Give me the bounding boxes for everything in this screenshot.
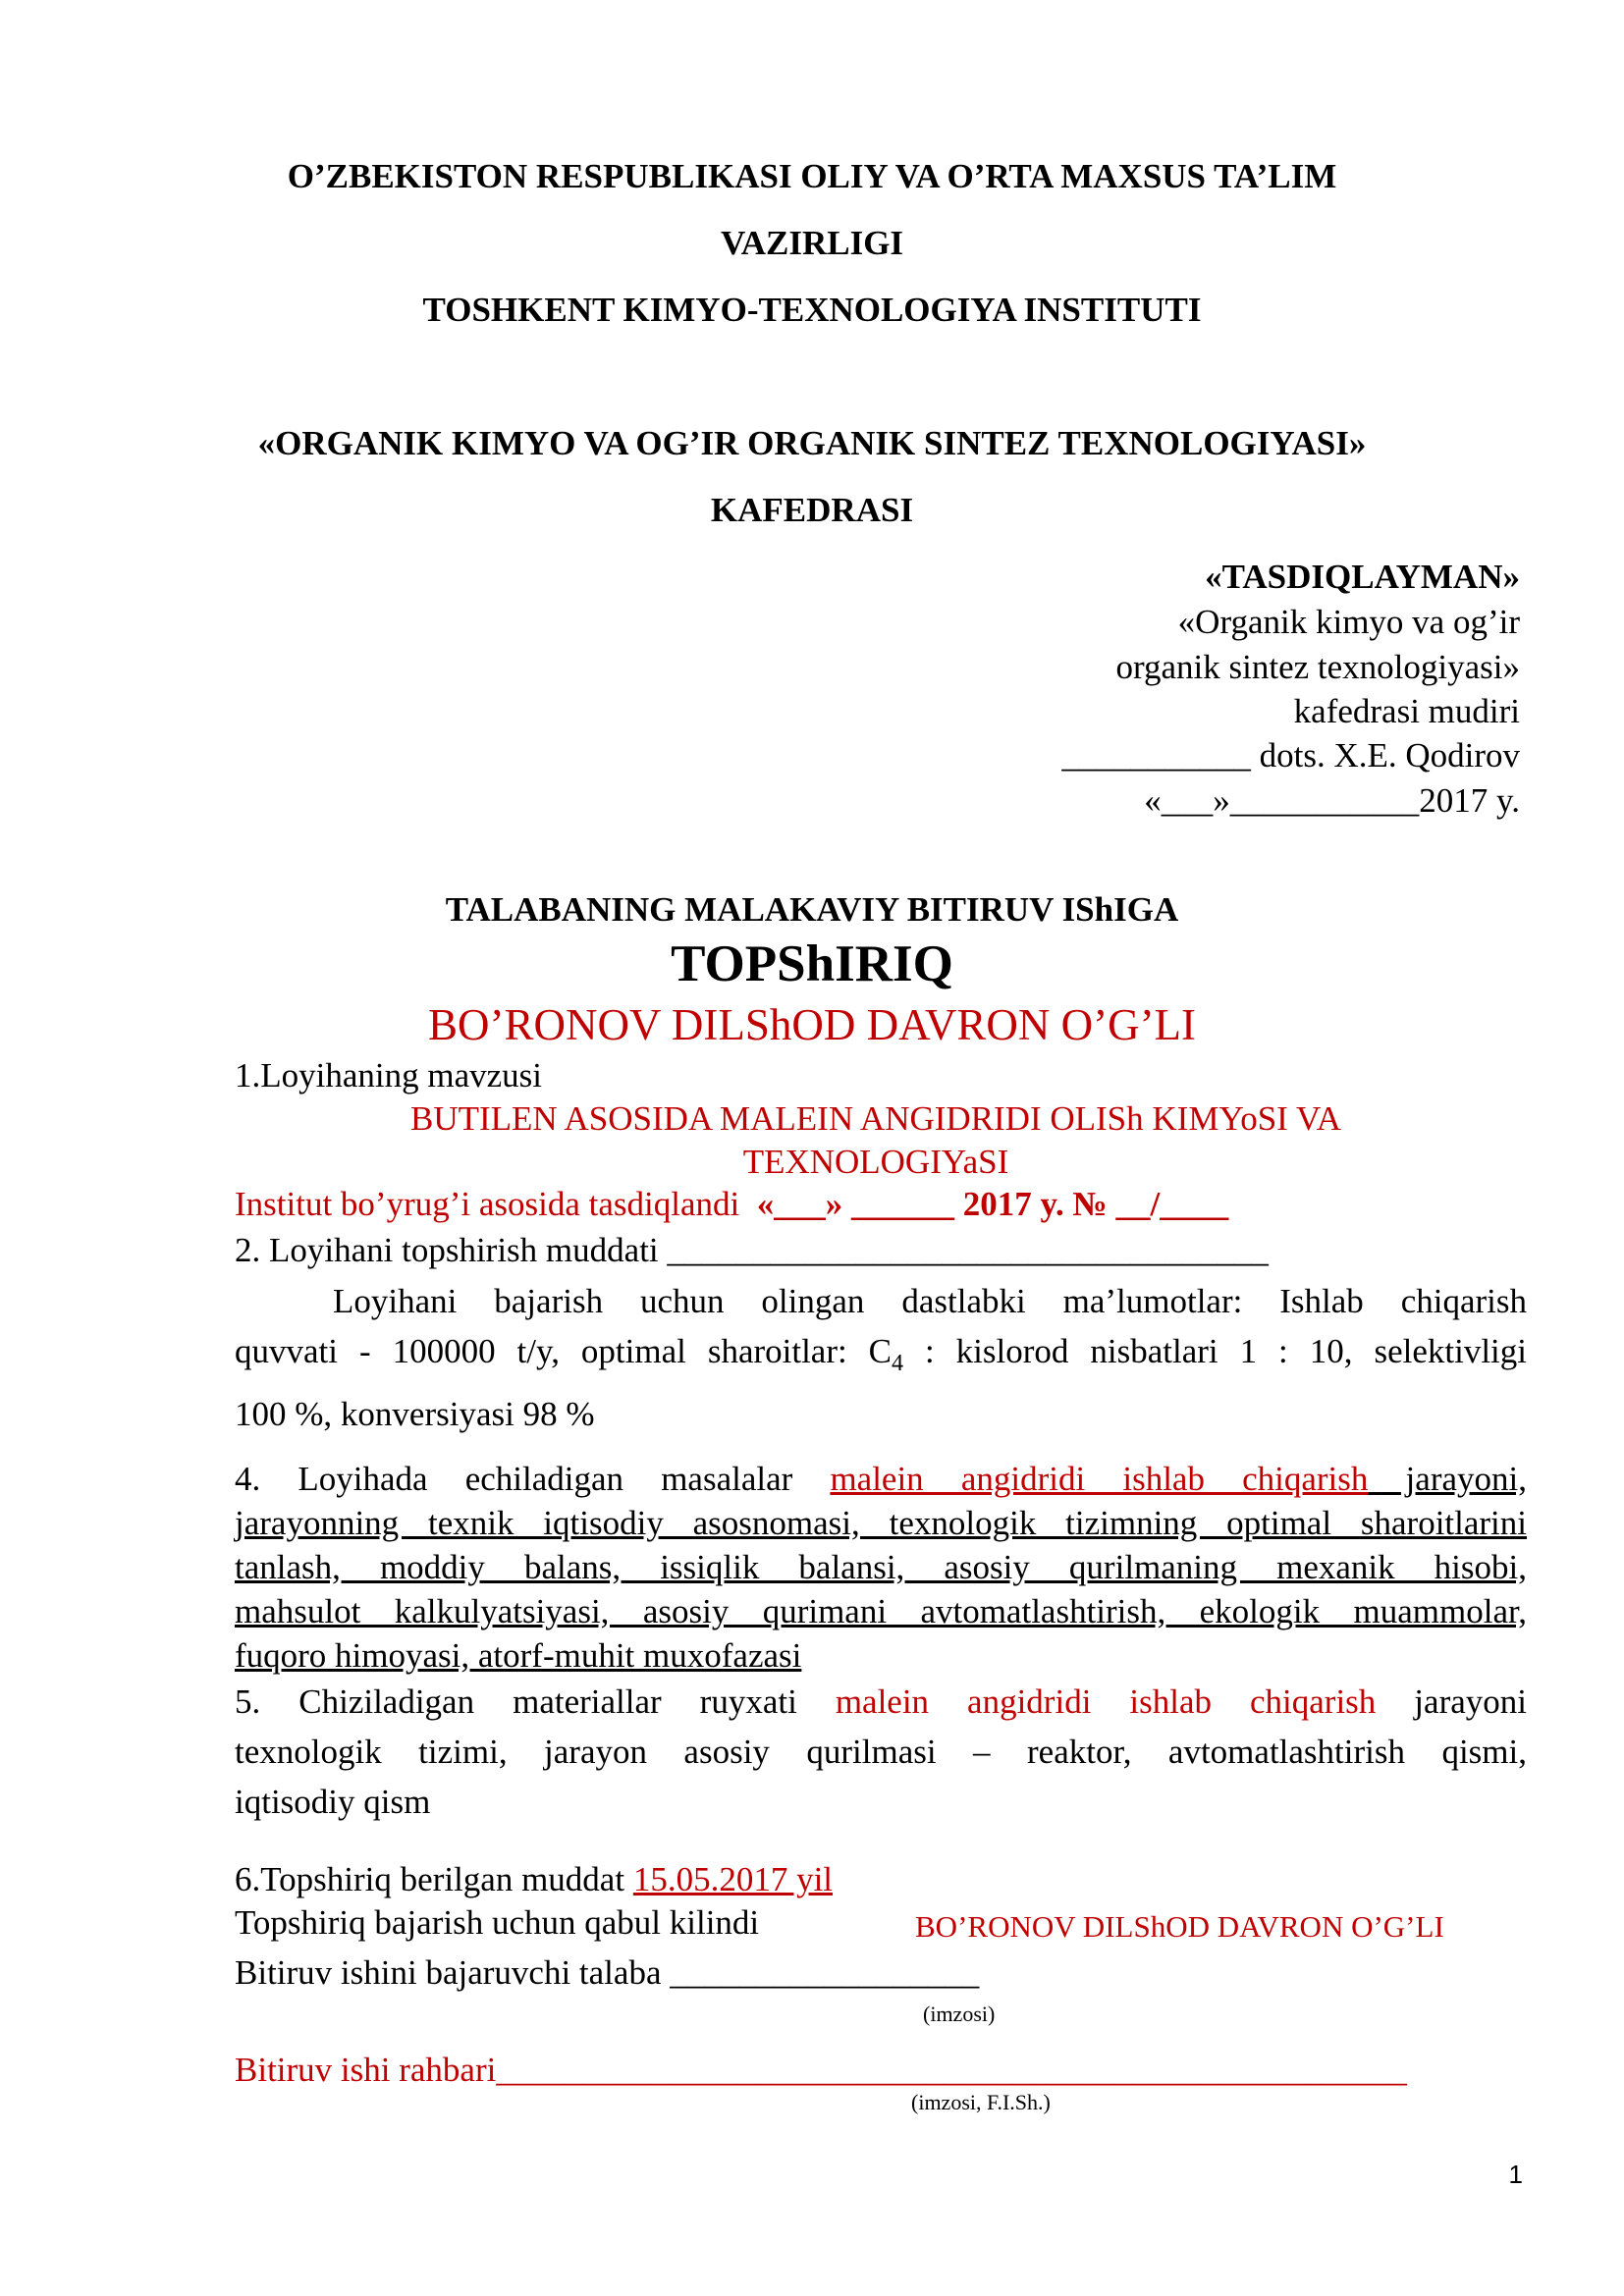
student-name: BO’RONOV DILShOD DAVRON O’G’LI xyxy=(427,1000,1197,1049)
approval-date-line: «___»___________2017 y. xyxy=(1144,781,1520,820)
materials-line-2: texnologik tizimi, jarayon asosiy qurilmasi – reaktor, avtomatlashtirish qismi, xyxy=(235,1733,1527,1771)
project-topic-line-1: BUTILEN ASOSIDA MALEIN ANGIDRIDI OLISh KIMYoSI VA xyxy=(410,1099,1341,1138)
initial-data-line-2: quvvati - 100000 t/y, optimal sharoitlar: $C_4$ : kislorod nisbatlari 1 : 10, selektivligi xyxy=(235,1332,1527,1376)
section1-label: 1.Loyihaning mavzusi xyxy=(235,1056,543,1095)
supervisor-row xyxy=(235,2053,1407,2087)
document-title: TOPShIRIQ xyxy=(671,935,953,992)
tasks-paragraph xyxy=(235,1457,1527,1678)
student-signature-blank: __________________ xyxy=(670,1953,980,1992)
order-fields: «___» ______ 2017 y. № __/____ xyxy=(756,1185,1229,1223)
tasks-line-1: 4. Loyihada echiladigan masalalar malein angidridi ishlab chiqarish jarayoni, xyxy=(235,1460,1527,1498)
deadline-blank: ___________________________________ xyxy=(667,1231,1269,1269)
order-text: Institut bo’yrug’i asosida tasdiqlandi xyxy=(235,1185,740,1223)
supervisor-label: Bitiruv ishi rahbari xyxy=(235,2051,497,2089)
accepted-student-name: BO’RONOV DILShOD DAVRON O’G’LI xyxy=(915,1909,1444,1944)
tasks-line-4: mahsulot kalkulyatsiyasi, asosiy qurimani avtomatlashtirish, ekologik muammolar, xyxy=(235,1592,1527,1630)
submission-deadline xyxy=(235,1233,1269,1267)
assignment-heading: TALABANING MALAKAVIY BITIRUV IShIGA xyxy=(445,890,1179,929)
tasks-line-5: fuqoro himoyasi, atorf-muhit muxofazasi xyxy=(235,1636,802,1675)
page-number: 1 xyxy=(1508,2160,1523,2189)
approval-signature-line: ___________ dots. X.E. Qodirov xyxy=(1061,736,1520,774)
ministry-line-2: VAZIRLIGI xyxy=(720,224,904,262)
initial-data-paragraph xyxy=(235,1276,1527,1439)
approval-title: «TASDIQLAYMAN» xyxy=(1205,558,1520,596)
approval-line-1: «Organik kimyo va og’ir xyxy=(1177,603,1520,641)
institute-order xyxy=(235,1187,1228,1221)
issue-date-value: 15.05.2017 yil xyxy=(632,1860,834,1898)
student-signature-row xyxy=(235,1955,979,1990)
project-topic-line-2: TEXNOLOGIYaSI xyxy=(742,1143,1009,1181)
supervisor-blank: _____________________________________________________ xyxy=(496,2051,1407,2089)
materials-paragraph xyxy=(235,1677,1527,1827)
supervisor-caption: (imzosi, F.I.Sh.) xyxy=(911,2090,1051,2114)
student-signature-caption: (imzosi) xyxy=(923,2002,996,2026)
accepted-label: Topshiriq bajarish uchun qabul kilindi xyxy=(235,1903,760,1942)
tasks-line-3: tanlash, moddiy balans, issiqlik balansi, asosiy qurilmaning mexanik hisobi, xyxy=(235,1548,1527,1586)
student-signature-label: Bitiruv ishini bajaruvchi talaba xyxy=(235,1953,662,1992)
issue-date-row xyxy=(235,1862,833,1896)
department-line-1: «ORGANIK KIMYO VA OG’IR ORGANIK SINTEZ TEXNOLOGIYASI» xyxy=(257,424,1367,462)
ministry-line-1: O’ZBEKISTON RESPUBLIKASI OLIY VA O’RTA MAXSUS TA’LIM xyxy=(287,157,1337,195)
approval-line-2: organik sintez texnologiyasi» xyxy=(1115,648,1520,686)
initial-data-line-3: 100 %, konversiyasi 98 % xyxy=(235,1395,595,1433)
department-line-2: KAFEDRASI xyxy=(710,491,914,529)
materials-line-3: iqtisodiy qism xyxy=(235,1783,431,1821)
institute-name: TOSHKENT KIMYO-TEXNOLOGIYA INSTITUTI xyxy=(422,291,1202,329)
approval-line-3: kafedrasi mudiri xyxy=(1293,692,1520,730)
initial-data-line-1: Loyihani bajarish uchun olingan dastlabki ma’lumotlar: Ishlab chiqarish xyxy=(333,1282,1527,1320)
materials-line-1: 5. Chiziladigan materiallar ruyxati malein angidridi ishlab chiqarish jarayoni xyxy=(235,1682,1527,1721)
issue-date-label: 6.Topshiriq berilgan muddat xyxy=(235,1860,625,1898)
section2-label: 2. Loyihani topshirish muddati xyxy=(235,1231,659,1269)
tasks-line-2: jarayonning texnik iqtisodiy asosnomasi, texnologik tizimning optimal sharoitlarini xyxy=(235,1504,1527,1542)
